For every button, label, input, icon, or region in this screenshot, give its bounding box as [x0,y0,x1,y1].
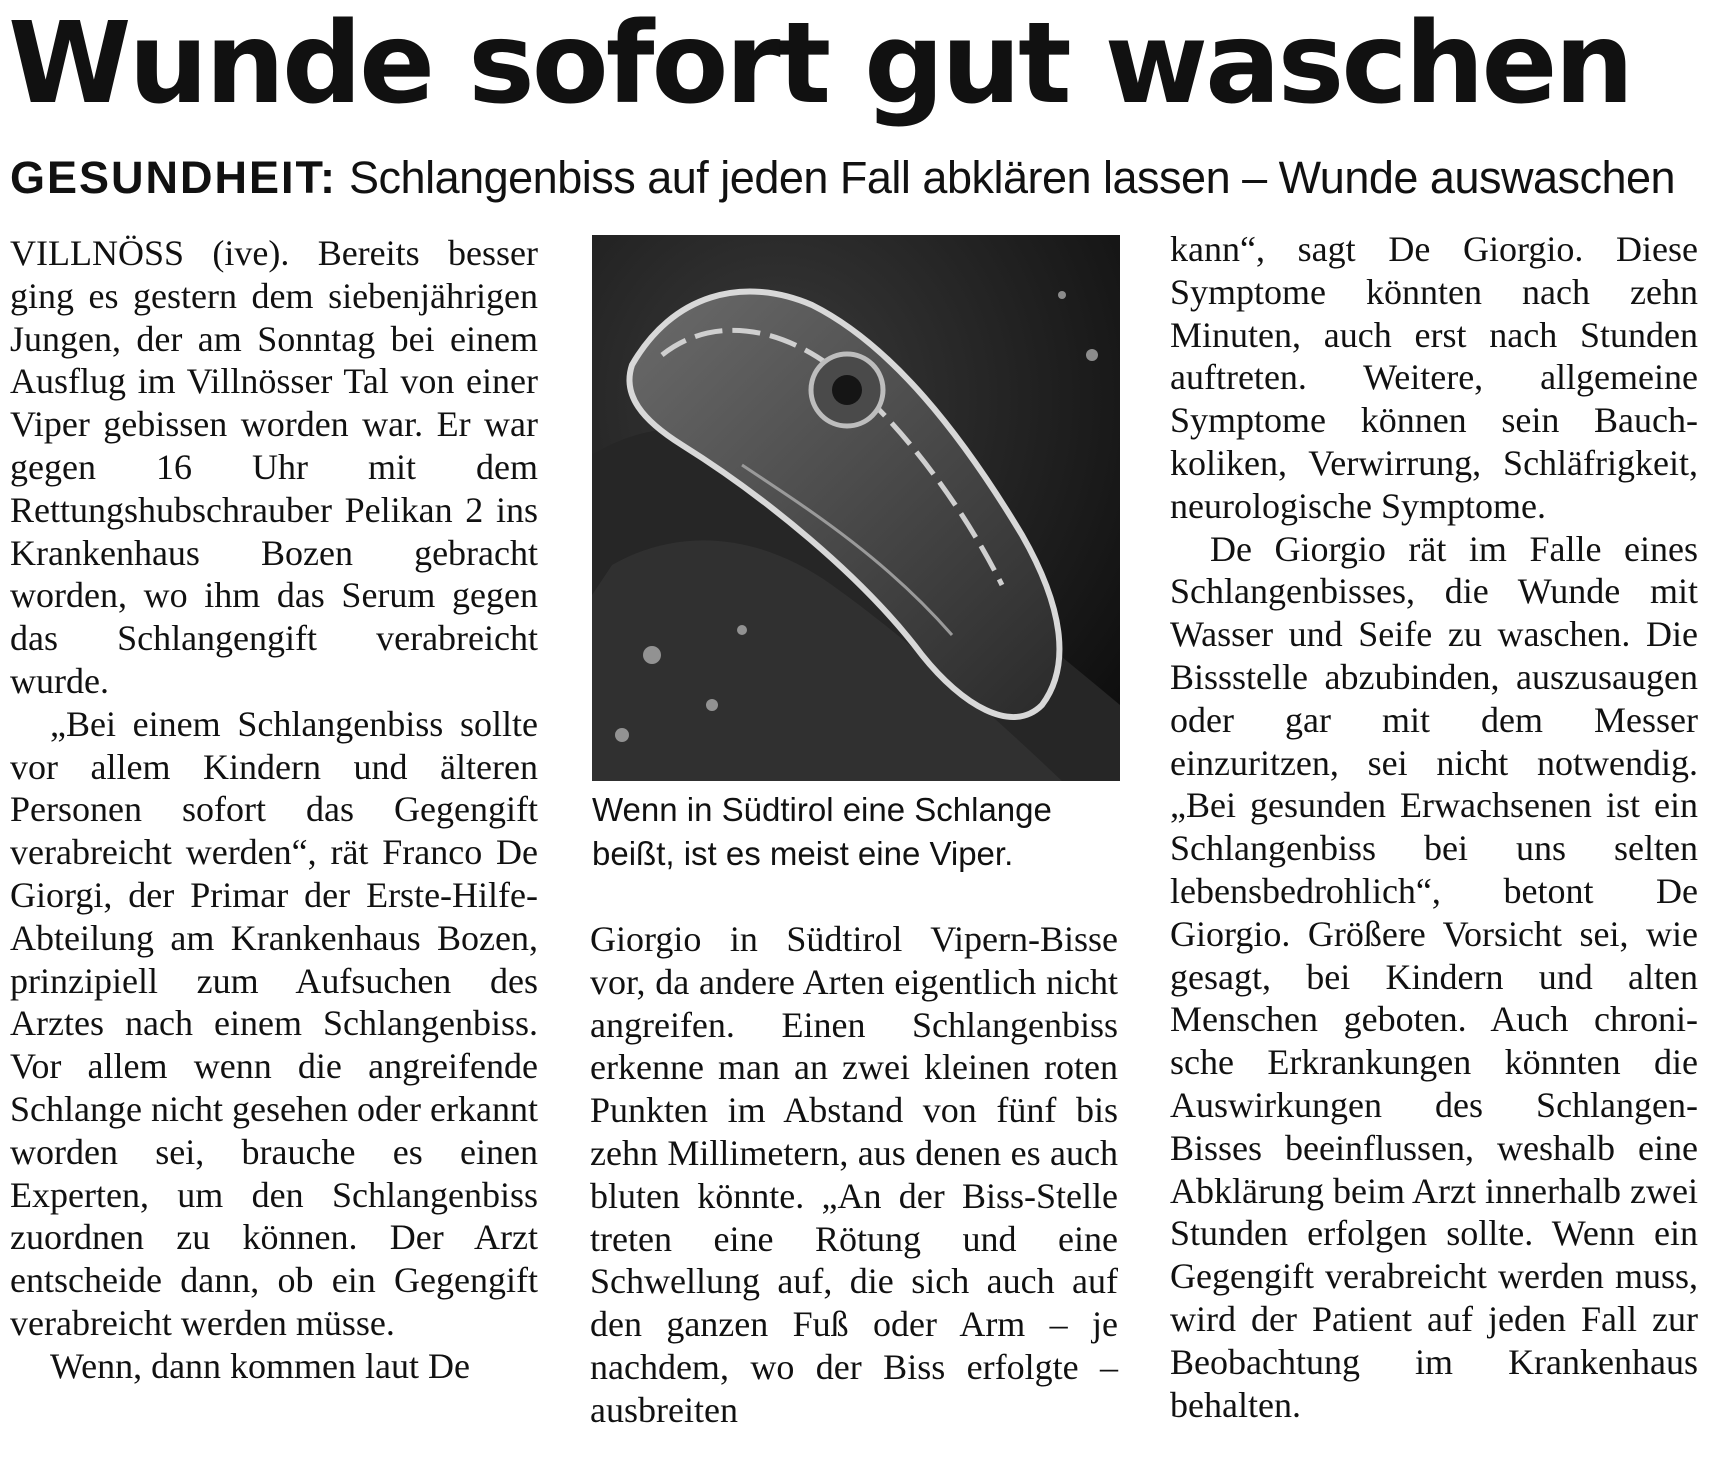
viper-photo [592,235,1120,781]
paragraph: De Giorgio rät im Falle eines Schlangenbisses, die Wunde mit Wasser und Seife zu waschen. Die Bissstelle abzubinden, auszusaugen oder gar mit dem Messer einzuritzen, sei nicht notwendig. „Bei gesunden Erwachsenen ist ein Schlangenbiss bei uns selten lebensbedrohlich“, betont De Giorgio. Größere Vorsicht sei, wie gesagt, bei Kindern und alten Menschen geboten. Auch chronische Erkrankungen könnten die Auswirkungen des Schlangen-Bisses beeinflussen, weshalb eine Abklärung beim Arzt innerhalb zwei Stunden erfolgen sollte. Wenn ein Gegengift verabreicht werden muss, wird der Patient auf jeden Fall zur Beobachtung im Krankenhaus behalten. [1170,528,1698,1425]
article-column-3 [1170,228,1698,1426]
paragraph: „Bei einem Schlangenbiss sollte vor allem Kindern und älteren Personen sofort das Gegengift verabreicht werden“, rät Franco De Giorgi, der Primar der Erste-Hilfe-Abteilung am Krankenhaus Bozen, prinzipiell zum Aufsuchen des Arztes nach einem Schlangenbiss. Vor allem wenn die angreifende Schlange nicht gesehen oder erkannt worden sei, brauche es einen Experten, um den Schlangenbiss zuordnen zu können. Der Arzt entscheide dann, ob ein Gegengift verabreicht werden müsse. [10,703,538,1343]
viper-illustration [592,235,1120,781]
photo-caption: Wenn in Südtirol eine Schlange beißt, ist es meist eine Viper. [592,791,1052,872]
paragraph: kann“, sagt De Giorgio. Diese Symptome könnten nach zehn Minuten, auch erst nach Stunden auftreten. Weitere, allgemeine Symptome können sein Bauchkoliken, Verwirrung, Schläfrigkeit, neurologische Symptome. [1170,229,1698,526]
subheadline [10,150,1710,206]
article-column-2 [590,918,1118,1432]
kicker: GESUNDHEIT: [10,152,338,203]
article-column-1 [10,232,538,1388]
headline: Wunde sofort gut waschen [8,0,1632,129]
paragraph: VILLNÖSS (ive). Bereits besser ging es gestern dem siebenjährigen Jungen, der am Sonntag bei einem Ausflug im Villnösser Tal von einer Viper gebissen worden war. Er war gegen 16 Uhr mit dem Rettungshubschrauber Pelikan 2 ins Krankenhaus Bozen gebracht worden, wo ihm das Serum gegen das Schlangengift verabreicht wurde. [10,233,538,701]
paragraph: Wenn, dann kommen laut De [50,1345,470,1386]
paragraph: Giorgio in Südtirol Vipern-Bisse vor, da andere Arten eigentlich nicht angreifen. Einen Schlangenbiss erkenne man an zwei kleinen roten Punkten im Abstand von fünf bis zehn Millimetern, aus denen es auch bluten könnte. „An der Biss-Stelle treten eine Rötung und eine Schwellung auf, die sich auch auf den ganzen Fuß oder Arm – je nachdem, wo der Biss erfolgte – ausbreiten [590,919,1118,1430]
subheadline-text: Schlangenbiss auf jeden Fall abklären lassen – Wunde auswaschen [337,152,1676,203]
